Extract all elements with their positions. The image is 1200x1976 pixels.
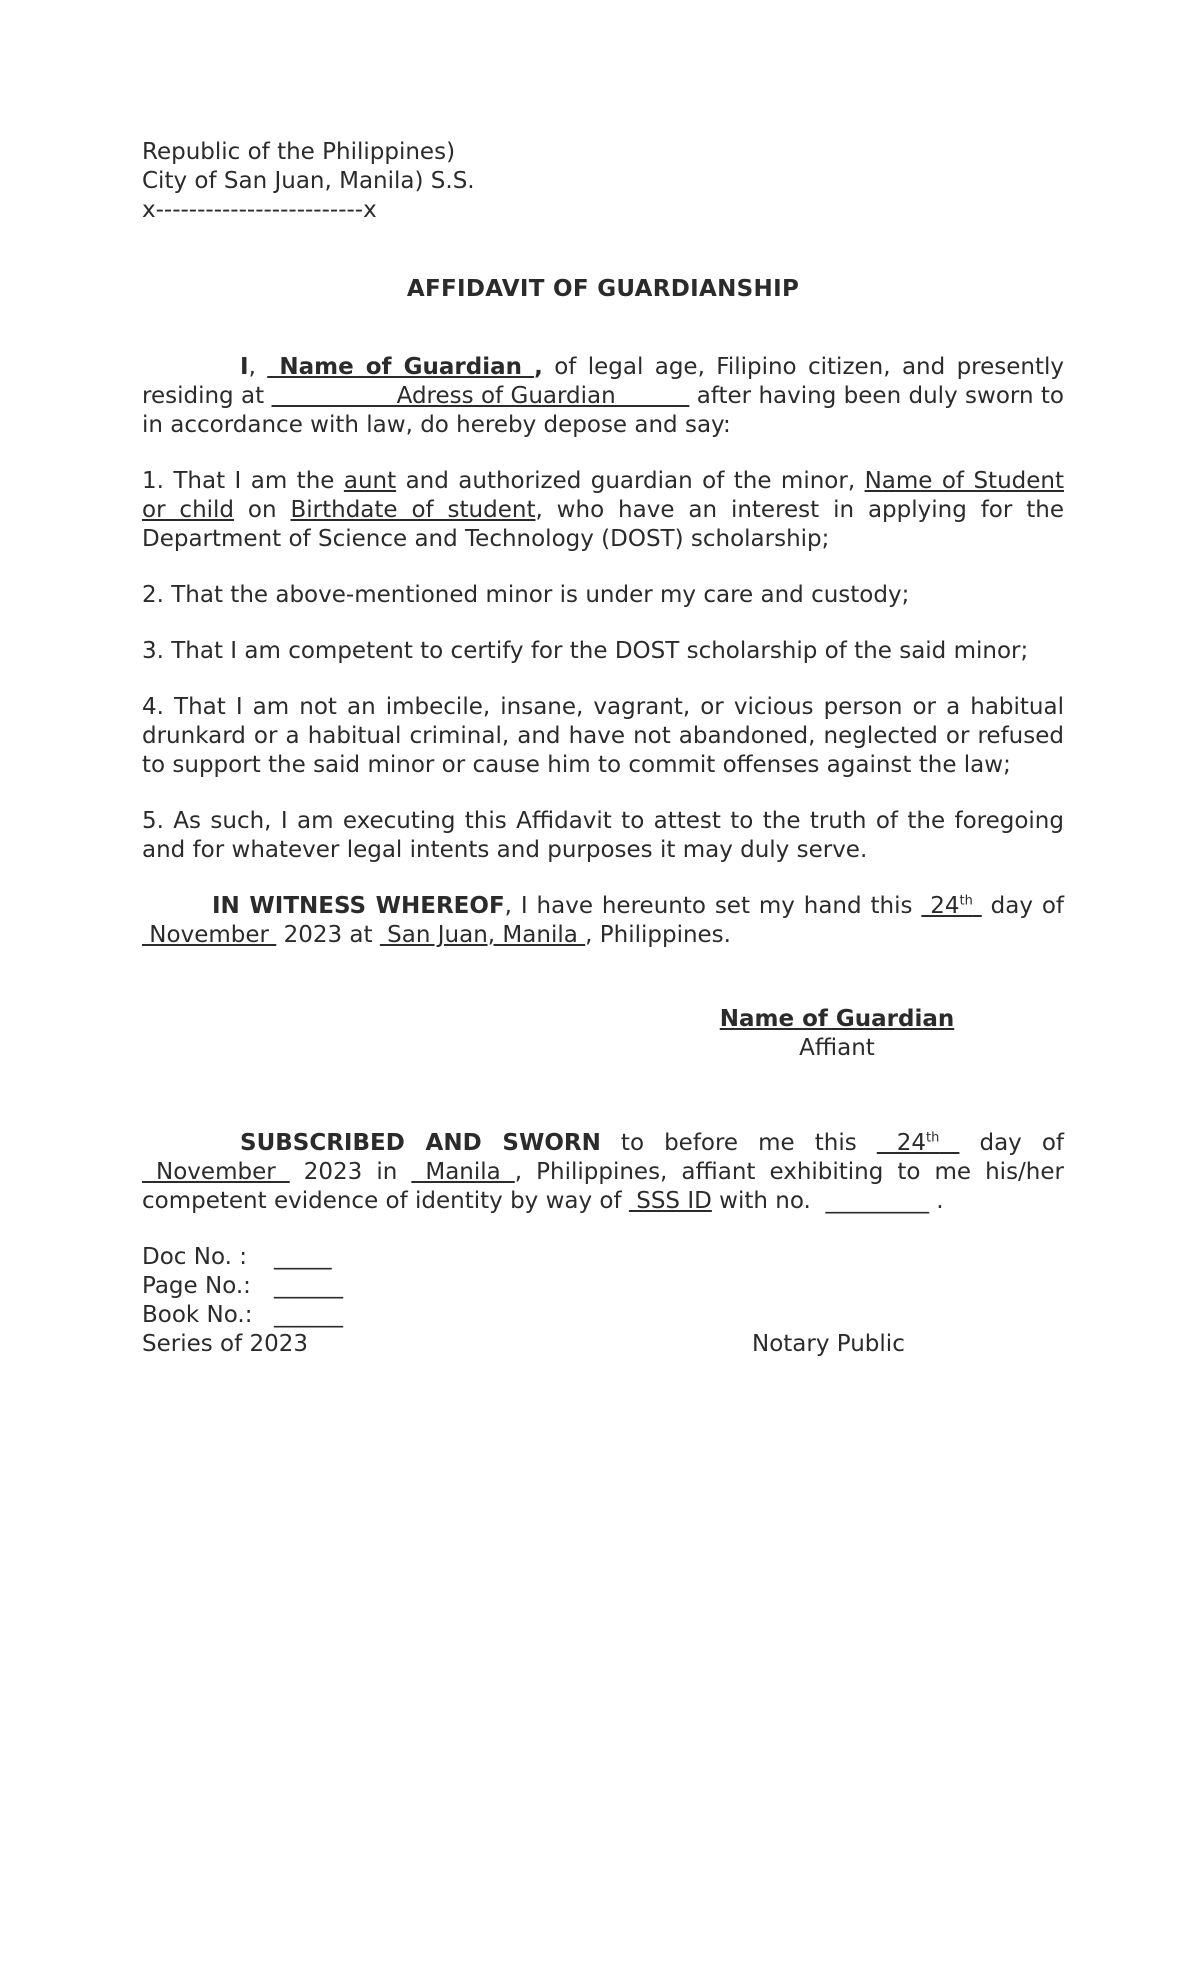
witness-month-field: November bbox=[142, 922, 277, 948]
jurat-place-field: Manila bbox=[411, 1159, 515, 1185]
relation-field: aunt bbox=[343, 468, 397, 494]
witness-lead: IN WITNESS WHEREOF bbox=[212, 893, 505, 919]
affiant-signature-block bbox=[687, 1005, 987, 1063]
page-no-label: Page No.: bbox=[142, 1273, 251, 1299]
clause-1 bbox=[142, 467, 1064, 554]
witness-day: 24 bbox=[921, 893, 960, 919]
venue-republic: Republic of the Philippines) bbox=[142, 139, 456, 165]
clause-1-text-4: , who have an interest in applying for the Department of Science and Technology (DOST) scholarship; bbox=[142, 497, 1064, 552]
id-number-field: _________ . bbox=[818, 1188, 944, 1214]
intro-text-1: of legal age, Filipino citizen, and presently residing at bbox=[142, 354, 1065, 409]
jurat-day-field bbox=[877, 1130, 960, 1156]
id-type-field: SSS ID bbox=[628, 1188, 712, 1214]
venue-block bbox=[142, 138, 1064, 225]
witness-day-field bbox=[921, 893, 981, 919]
clause-2: 2. That the above-mentioned minor is under my care and custody; bbox=[142, 582, 910, 608]
jurat-month-field: November bbox=[142, 1159, 290, 1185]
jurat-paragraph bbox=[142, 1129, 1064, 1216]
notarial-register bbox=[142, 1243, 1064, 1359]
page-no-value: ______ bbox=[274, 1273, 343, 1299]
venue-separator: x-------------------------x bbox=[142, 197, 377, 223]
witness-paragraph bbox=[142, 892, 1064, 950]
jurat-lead: SUBSCRIBED AND SWORN bbox=[240, 1130, 601, 1156]
book-no-label: Book No.: bbox=[142, 1302, 253, 1328]
clause-4: 4. That I am not an imbecile, insane, vagrant, or vicious person or a habitual drunkard or a habitual criminal, and have not abandoned, neglected or refused to support the said minor or cause him to commit offenses against the law; bbox=[142, 694, 1064, 778]
doc-no-value: _____ bbox=[274, 1244, 332, 1270]
book-no-row bbox=[142, 1301, 1064, 1330]
witness-day-trail bbox=[973, 893, 982, 919]
witness-text-2: day of bbox=[981, 893, 1064, 919]
clause-1-text-1: 1. That I am the bbox=[142, 468, 344, 494]
jurat-text-4: , Philippines, affiant exhibiting to me his/her competent evidence of identity by way of bbox=[142, 1159, 1064, 1214]
jurat-text-5: with no. bbox=[711, 1188, 819, 1214]
affiant-name: Name of Guardian bbox=[719, 1006, 955, 1032]
guardian-name-comma: , bbox=[534, 354, 543, 380]
clause-5: 5. As such, I am executing this Affidavit to attest to the truth of the foregoing and for whatever legal intents and purposes it may duly serve. bbox=[142, 808, 1064, 863]
intro-comma: , bbox=[248, 354, 256, 380]
guardian-name-field: Name of Guardian bbox=[267, 354, 535, 380]
intro-pronoun: I bbox=[240, 354, 249, 380]
witness-text-1: , I have hereunto set my hand this bbox=[504, 893, 922, 919]
affidavit-page bbox=[142, 138, 1064, 1359]
jurat-text-3: 2023 in bbox=[289, 1159, 412, 1185]
clause-1-text-3: on bbox=[234, 497, 291, 523]
intro-text-2: after having been duly sworn to in accordance with law, do hereby depose and say: bbox=[142, 383, 1064, 438]
series-row: Series of 2023 bbox=[142, 1331, 309, 1357]
intro-paragraph bbox=[142, 353, 1064, 440]
page-no-row bbox=[142, 1272, 1064, 1301]
witness-day-suffix: th bbox=[959, 893, 973, 909]
birthdate-field: Birthdate of student bbox=[290, 497, 536, 523]
notary-public-label: Notary Public bbox=[752, 1331, 905, 1357]
doc-no-row bbox=[142, 1243, 1064, 1272]
jurat-day-suffix: th bbox=[926, 1130, 940, 1146]
jurat-text-1: to before me this bbox=[600, 1130, 877, 1156]
student-name-field: Name of Student or child bbox=[142, 468, 1064, 523]
affiant-role: Affiant bbox=[799, 1035, 875, 1061]
document-title: AFFIDAVIT OF GUARDIANSHIP bbox=[406, 276, 800, 302]
doc-no-label: Doc No. : bbox=[142, 1244, 247, 1270]
jurat-text-2: day of bbox=[959, 1130, 1064, 1156]
clause-3: 3. That I am competent to certify for the DOST scholarship of the said minor; bbox=[142, 638, 1029, 664]
witness-place-field: San Juan, Manila bbox=[379, 922, 586, 948]
jurat-day: 24 bbox=[876, 1130, 927, 1156]
book-no-value: ______ bbox=[274, 1302, 343, 1328]
witness-text-3: 2023 at bbox=[276, 922, 380, 948]
witness-text-4: , Philippines. bbox=[585, 922, 731, 948]
guardian-address-field: Adress of Guardian bbox=[271, 383, 690, 409]
jurat-day-trail bbox=[939, 1130, 959, 1156]
venue-city: City of San Juan, Manila) S.S. bbox=[142, 168, 475, 194]
clause-1-text-2: and authorized guardian of the minor, bbox=[396, 468, 865, 494]
